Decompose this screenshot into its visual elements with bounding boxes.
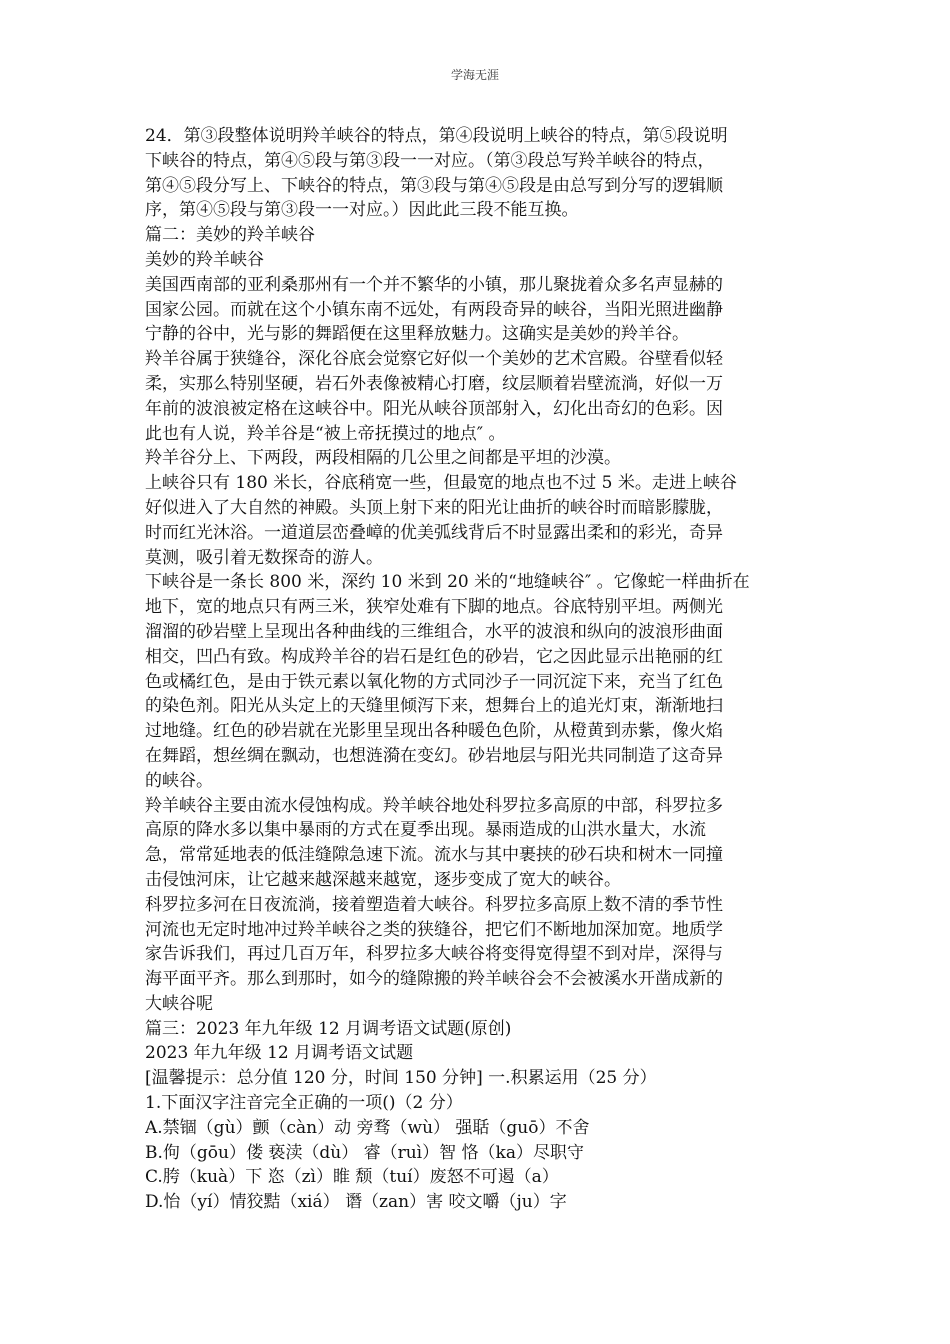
text-line: 24．第③段整体说明羚羊峡谷的特点，第④段说明上峡谷的特点，第⑤段说明 — [145, 126, 728, 146]
question-option: B.佝（gōu）偻 亵渎（dù） 睿（ruì）智 恪（ka）尽职守 — [145, 1142, 584, 1163]
text-line: 第④⑤段分写上、下峡谷的特点，第③段与第④⑤段是由总写到分写的逻辑顺 — [145, 175, 723, 196]
text-line: 国家公园。而就在这个小镇东南不远处，有两段奇异的峡谷，当阳光照进幽静 — [145, 299, 723, 320]
text-line: 家告诉我们，再过几百万年，科罗拉多大峡谷将变得宽得望不到对岸，深得与 — [145, 944, 723, 965]
question-option: A.禁锢（gù）颤（càn）动 旁骛（wù） 强聒（guō）不舍 — [145, 1117, 590, 1138]
text-line: 宁静的谷中，光与影的舞蹈便在这里释放魅力。这确实是美妙的羚羊谷。 — [145, 324, 689, 345]
page-header: 学海无涯 — [450, 68, 499, 82]
article-title: 美妙的羚羊峡谷 — [145, 249, 264, 270]
text-line: 相交，凹凸有致。构成羚羊谷的岩石是红色的砂岩，它之因此显示出艳丽的红 — [145, 646, 723, 667]
question-option: D.怡（yí）情狡黠（xiá） 谮（zan）害 咬文嚼（ju）字 — [145, 1192, 567, 1213]
text-line: 河流也无定时地冲过羚羊峡谷之类的狭缝谷，把它们不断地加深加宽。地质学 — [145, 919, 723, 940]
text-line: 序，第④⑤段与第③段一一对应。）因此此三段不能互换。 — [145, 200, 579, 221]
text-line: 柔，实那么特别坚硬，岩石外表像被精心打磨，纹层顺着岩壁流淌，好似一万 — [145, 373, 723, 394]
text-line: 地下，宽的地点只有两三米，狭窄处难有下脚的地点。谷底特别平坦。两侧光 — [145, 597, 723, 618]
question-option: C.胯（kuà）下 恣（zì）睢 颓（tuí）废怒不可遏（a） — [145, 1167, 559, 1188]
text-line: 过地缝。红色的砂岩就在光影里呈现出各种暖色色阶，从橙黄到赤紫，像火焰 — [145, 721, 723, 742]
document-body — [145, 124, 805, 1215]
text-line: 下峡谷是一条长 800 米，深约 10 米到 20 米的“地缝峡谷″ 。它像蛇一样曲折在 — [145, 572, 750, 593]
text-line: 急，常常延地表的低洼缝隙急速下流。流水与其中裹挟的砂石块和树木一同撞 — [145, 845, 723, 866]
text-line: 色或橘红色，是由于铁元素以氧化物的方式同沙子一同沉淀下来，充当了红色 — [145, 671, 723, 692]
text-line: 科罗拉多河在日夜流淌，接着塑造着大峡谷。科罗拉多高原上数不清的季节性 — [145, 894, 723, 915]
text-line: 大峡谷呢 — [145, 993, 213, 1014]
text-line: 此也有人说，羚羊谷是“被上帝抚摸过的地点″ 。 — [145, 423, 506, 444]
text-line: 的峡谷。 — [145, 770, 213, 791]
text-line: 美国西南部的亚利桑那州有一个并不繁华的小镇，那儿聚拢着众多名声显赫的 — [145, 274, 723, 295]
text-line: 高原的降水多以集中暴雨的方式在夏季出现。暴雨造成的山洪水量大，水流 — [145, 820, 706, 841]
text-line: 的染色剂。阳光从头定上的天缝里倾泻下来，想舞台上的追光灯束，渐渐地扫 — [145, 696, 723, 717]
exam-title: 2023 年九年级 12 月调考语文试题 — [145, 1043, 414, 1064]
text-line: 在舞蹈，想丝绸在飘动，也想涟漪在变幻。砂岩地层与阳光共同制造了这奇异 — [145, 745, 723, 766]
question-stem: 1.下面汉字注音完全正确的一项()（2 分） — [145, 1093, 463, 1114]
text-line: 莫测，吸引着无数探奇的游人。 — [145, 547, 383, 568]
section-title: 篇二：美妙的羚羊峡谷 — [145, 225, 315, 246]
text-line: 上峡谷只有 180 米长，谷底稍宽一些，但最宽的地点也不过 5 米。走进上峡谷 — [145, 473, 737, 494]
text-line: 羚羊峡谷主要由流水侵蚀构成。羚羊峡谷地处科罗拉多高原的中部，科罗拉多 — [145, 795, 723, 816]
text-line: 好似进入了大自然的神殿。头顶上射下来的阳光让曲折的峡谷时而暗影朦胧， — [145, 497, 723, 518]
text-line: 羚羊谷属于狭缝谷，深化谷底会觉察它好似一个美妙的艺术宫殿。谷壁看似轻 — [145, 349, 723, 370]
text-line: 海平面平齐。那么到那时，如今的缝隙搬的羚羊峡谷会不会被溪水开凿成新的 — [145, 969, 723, 990]
text-line: 击侵蚀河床，让它越来越深越来越宽，逐步变成了宽大的峡谷。 — [145, 869, 621, 890]
text-line: 年前的波浪被定格在这峡谷中。阳光从峡谷顶部射入，幻化出奇幻的色彩。因 — [145, 398, 723, 419]
text-line: 羚羊谷分上、下两段，两段相隔的几公里之间都是平坦的沙漠。 — [145, 448, 621, 469]
exam-instructions: [温馨提示：总分值 120 分，时间 150 分钟] 一.积累运用（25 分） — [145, 1068, 657, 1089]
text-line: 下峡谷的特点，第④⑤段与第③段一一对应。（第③段总写羚羊峡谷的特点， — [145, 150, 715, 171]
text-line: 溜溜的砂岩壁上呈现出各种曲线的三维组合，水平的波浪和纵向的波浪形曲面 — [145, 621, 723, 642]
text-line: 时而红光沐浴。一道道层峦叠嶂的优美弧线背后不时显露出柔和的彩光，奇异 — [145, 522, 723, 543]
section-title: 篇三：2023 年九年级 12 月调考语文试题(原创) — [145, 1018, 512, 1039]
